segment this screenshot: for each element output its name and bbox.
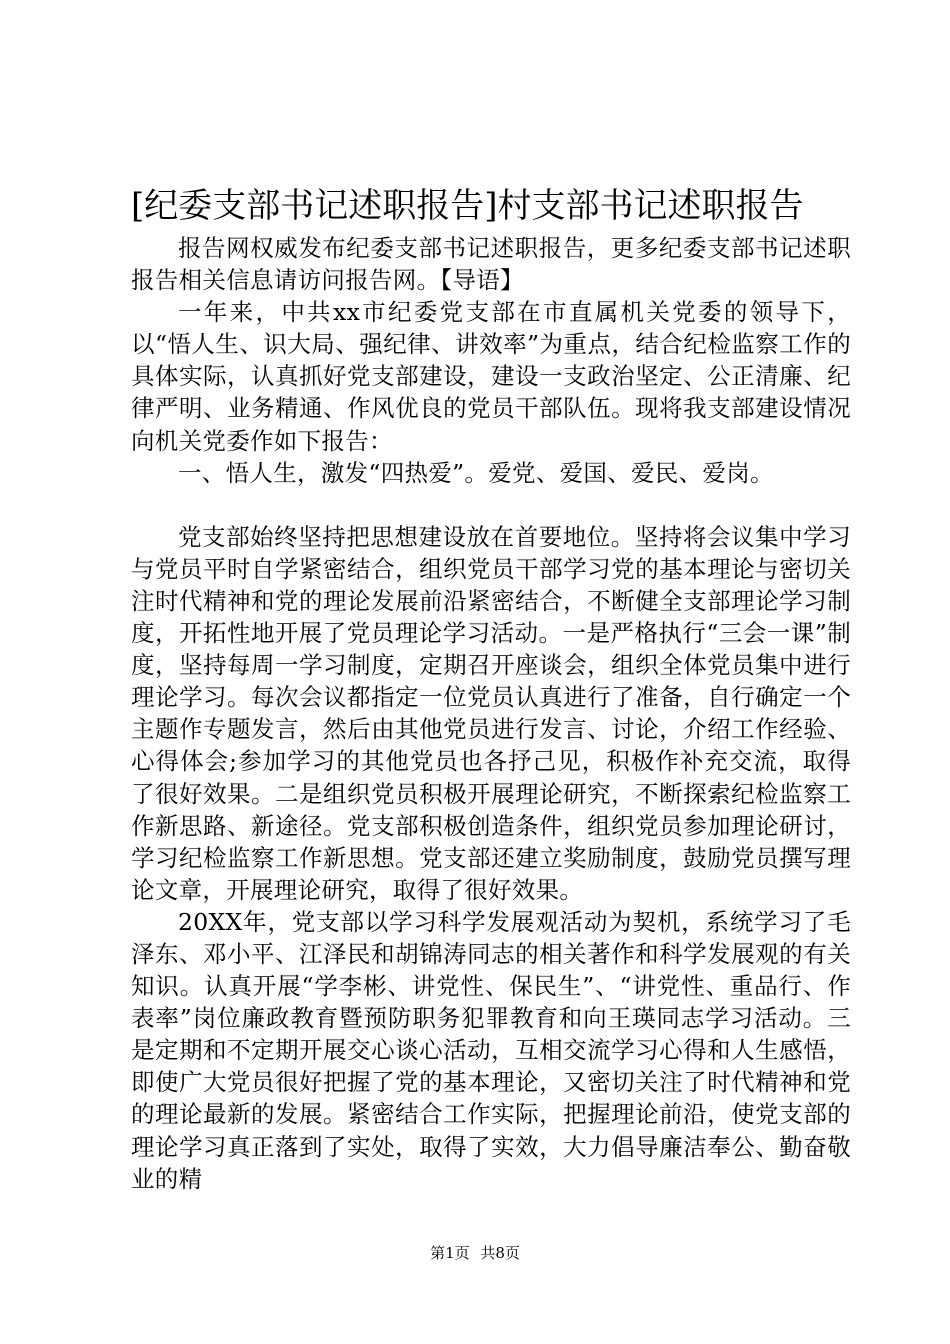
summary-paragraph: 一年来，中共xx市纪委党支部在市直属机关党委的领导下，以“悟人生、识大局、强纪律、讲效率”为重点，结合纪检监察工作的具体实际，认真抓好党支部建设，建设一支政治坚定、公正清廉、纪律严明、业务精通、作风优良的党员干部队伍。现将我支部建设情况向机关党委作如下报告： — [131, 298, 851, 455]
document-title: [纪委支部书记述职报告]村支部书记述职报告 — [131, 186, 804, 226]
body-paragraph: 20XX年，党支部以学习科学发展观活动为契机，系统学习了毛泽东、邓小平、江泽民和胡锦涛同志的相关著作和科学发展观的有关知识。认真开展“学李彬、讲党性、保民生”、“讲党性、重品行、作表率”岗位廉政教育暨预防职务犯罪教育和向王瑛同志学习活动。三是定期和不定期开展交心谈心活动，互相交流学习心得和人生感悟，即使广大党员很好把握了党的基本理论，又密切关注了时代精神和党的理论最新的发展。紧密结合工作实际，把握理论前沿，使党支部的理论学习真正落到了实处，取得了实效，大力倡导廉洁奉公、勤奋敬业的精 — [131, 907, 851, 1193]
document-body — [131, 232, 851, 1195]
body-paragraph: 党支部始终坚持把思想建设放在首要地位。坚持将会议集中学习与党员平时自学紧密结合，组织党员干部学习党的基本理论与密切关注时代精神和党的理论发展前沿紧密结合，不断健全支部理论学习制度，开拓性地开展了党员理论学习活动。一是严格执行“三会一课”制度，坚持每周一学习制度，定期召开座谈会，组织全体党员集中进行理论学习。每次会议都指定一位党员认真进行了准备，自行确定一个主题作专题发言，然后由其他党员进行发言、讨论，介绍工作经验、心得体会;参加学习的其他党员也各抒己见，积极作补充交流，取得了很好效果。二是组织党员积极开展理论研究，不断探索纪检监察工作新思路、新途径。党支部积极创造条件，组织党员参加理论研讨，学习纪检监察工作新思想。党支部还建立奖励制度，鼓励党员撰写理论文章，开展理论研究，取得了很好效果。 — [131, 522, 851, 904]
intro-paragraph: 报告网权威发布纪委支部书记述职报告，更多纪委支部书记述职报告相关信息请访问报告网。【导语】 — [131, 234, 851, 295]
page-number: 第1页 — [430, 1244, 470, 1262]
page-total: 共8页 — [480, 1244, 520, 1262]
section-heading-paragraph: 一、悟人生，激发“四热爱”。爱党、爱国、爱民、爱岗。 — [178, 458, 774, 487]
page-footer — [0, 1243, 950, 1263]
